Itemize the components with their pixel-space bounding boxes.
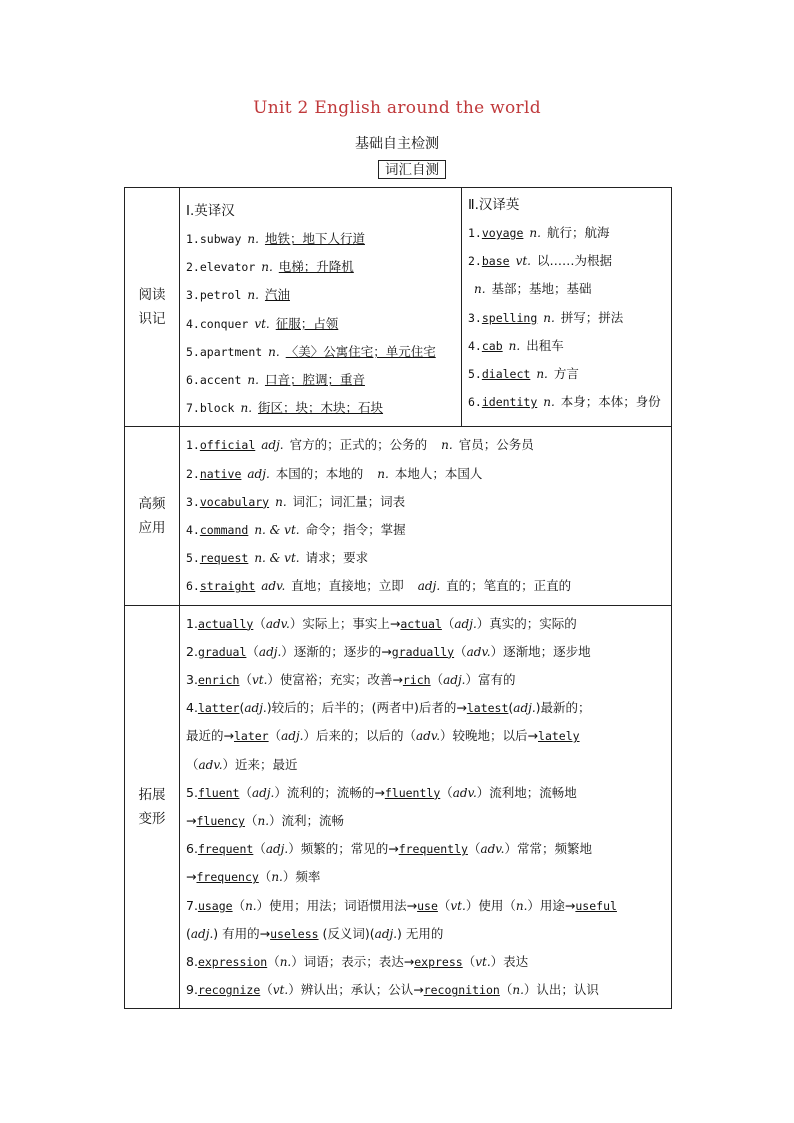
vocab-entry bbox=[468, 360, 667, 388]
extension-line bbox=[186, 920, 667, 948]
vocab-meaning: 电梯；升降机 bbox=[278, 259, 354, 275]
vocab-word: enrich bbox=[197, 673, 240, 688]
chinese-to-english-list bbox=[462, 188, 671, 420]
vocab-entry bbox=[468, 304, 667, 332]
part-of-speech: adj. bbox=[252, 785, 275, 800]
vocab-meaning: 拼写；拼法 bbox=[560, 309, 624, 325]
line-text: )较后的；后半的；(两者中)后者的→ bbox=[266, 700, 467, 716]
vocab-entry bbox=[186, 544, 667, 572]
line-text: ）流利地；流畅地 bbox=[476, 784, 577, 800]
line-text: ）使用（ bbox=[465, 897, 516, 913]
part-of-speech: vt. bbox=[252, 673, 268, 688]
line-text: （ bbox=[268, 728, 282, 744]
extension-line bbox=[186, 666, 667, 694]
line-text: ）常常；频繁地 bbox=[504, 841, 592, 857]
vocab-word: frequently bbox=[398, 842, 468, 857]
vocab-word: actual bbox=[400, 616, 442, 631]
entry-number: 2. bbox=[186, 466, 200, 481]
vocab-word: gradually bbox=[391, 644, 455, 659]
extension-line bbox=[186, 610, 667, 638]
part-of-speech: adj. bbox=[244, 701, 267, 716]
vocab-entry bbox=[186, 366, 457, 394]
line-text: ）频率 bbox=[282, 869, 321, 885]
line-text: ）实际上；事实上→ bbox=[289, 615, 401, 631]
part-of-speech: adj. bbox=[190, 926, 214, 941]
vocab-word: voyage bbox=[481, 226, 524, 240]
line-text: （ bbox=[253, 841, 266, 857]
part-of-speech: n. bbox=[240, 401, 253, 416]
vocab-meaning: 口音；腔调；重音 bbox=[264, 372, 365, 388]
vocab-word: straight bbox=[199, 579, 256, 594]
frequent-cell bbox=[180, 427, 672, 605]
vocab-meaning: 官员；公务员 bbox=[458, 437, 534, 453]
section-heading: 词汇自测 bbox=[378, 160, 446, 179]
extension-line bbox=[186, 694, 667, 722]
vocab-word: gradual bbox=[197, 644, 247, 659]
vocab-word: latest bbox=[466, 701, 509, 716]
vocab-word: fluency bbox=[196, 814, 245, 829]
vocab-meaning: 以……为根据 bbox=[536, 253, 612, 269]
part-of-speech: vt. bbox=[450, 898, 466, 913]
extension-line bbox=[186, 976, 667, 1004]
part-of-speech: adj. bbox=[261, 438, 284, 453]
part-of-speech: n. bbox=[257, 814, 270, 829]
line-text: )最新的； bbox=[535, 700, 591, 716]
category-label: 应用 bbox=[138, 520, 166, 537]
part-of-speech: n. bbox=[529, 226, 541, 240]
part-of-speech: adj. bbox=[417, 579, 441, 594]
part-of-speech: n. bbox=[245, 898, 257, 913]
vocab-entry bbox=[186, 572, 667, 600]
part-of-speech: n. & vt. bbox=[254, 551, 300, 566]
line-text: （ bbox=[441, 615, 455, 631]
vocab-entry bbox=[186, 310, 457, 338]
vocab-word: fluent bbox=[197, 785, 240, 800]
part-of-speech: adj. bbox=[281, 729, 304, 744]
vocab-word: elevator bbox=[199, 260, 256, 275]
column-heading: Ⅱ.汉译英 bbox=[468, 197, 520, 213]
line-text: （ bbox=[267, 954, 280, 970]
line-text: ）使富裕；充实；改善→ bbox=[267, 672, 403, 688]
entry-number: 5. bbox=[186, 344, 200, 359]
part-of-speech: adv. bbox=[452, 785, 477, 800]
part-of-speech: n. bbox=[377, 466, 389, 481]
part-of-speech: adj. bbox=[247, 466, 270, 481]
line-text: ）用途→ bbox=[527, 897, 576, 913]
line-text: 9. bbox=[186, 982, 198, 998]
extension-line bbox=[186, 779, 667, 807]
line-text: ）认出；认识 bbox=[523, 982, 599, 998]
entry-number: 6. bbox=[186, 373, 200, 388]
vocab-entry bbox=[186, 225, 457, 253]
extension-line bbox=[186, 807, 667, 835]
part-of-speech: vt. bbox=[254, 316, 270, 331]
line-text: （ bbox=[437, 897, 451, 913]
entry-number: 4. bbox=[186, 523, 200, 538]
english-to-chinese-cell bbox=[180, 188, 462, 427]
page-title: Unit 2 English around the world bbox=[253, 98, 541, 118]
part-of-speech: adj. bbox=[374, 926, 398, 941]
extension-line bbox=[186, 892, 667, 920]
vocab-meaning: 词汇；词汇量；词表 bbox=[292, 493, 406, 509]
vocab-meaning: 〈美〉公寓住宅；单元住宅 bbox=[285, 343, 436, 359]
line-text: ）词语；表示；表达→ bbox=[291, 954, 415, 970]
entry-number: 5. bbox=[186, 551, 200, 566]
extension-category bbox=[125, 605, 180, 1009]
vocab-word: fluently bbox=[384, 785, 441, 800]
line-text: 3. bbox=[186, 672, 198, 688]
part-of-speech: vt. bbox=[515, 254, 531, 269]
vocab-word: usage bbox=[197, 898, 233, 913]
line-text: ( bbox=[186, 925, 191, 941]
line-text: （ bbox=[239, 784, 252, 800]
vocab-word: identity bbox=[481, 395, 538, 410]
category-label: 高频 bbox=[138, 496, 166, 513]
vocab-word: frequency bbox=[196, 870, 259, 885]
line-text: 7. bbox=[186, 897, 198, 913]
entry-number: 2. bbox=[186, 260, 200, 275]
line-text: （ bbox=[454, 643, 467, 659]
category-label: 拓展 bbox=[138, 787, 166, 804]
part-of-speech: n. bbox=[543, 395, 555, 410]
entry-number: 7. bbox=[186, 401, 200, 416]
vocab-word: native bbox=[199, 466, 242, 481]
part-of-speech: n. bbox=[279, 955, 292, 970]
vocab-meaning: 本身；本体；身份 bbox=[560, 394, 661, 410]
frequent-list bbox=[180, 427, 671, 604]
line-text: 5. bbox=[186, 784, 198, 800]
part-of-speech: n. bbox=[247, 288, 259, 303]
vocab-word: recognize bbox=[197, 983, 261, 998]
vocab-word: latter bbox=[197, 701, 240, 716]
line-text: ）逐渐地；逐步地 bbox=[490, 643, 591, 659]
vocab-meaning: 直地；直接地；立即 bbox=[291, 578, 404, 594]
line-text: ）频繁的；常见的→ bbox=[288, 841, 399, 857]
line-text: ) 有用的→ bbox=[213, 925, 271, 941]
part-of-speech: n. bbox=[247, 373, 259, 388]
vocab-word: subway bbox=[199, 232, 242, 246]
vocab-meaning: 出租车 bbox=[526, 337, 564, 353]
vocab-word: use bbox=[417, 898, 438, 913]
vocab-entry bbox=[468, 332, 667, 360]
line-text: (反义词)( bbox=[318, 925, 375, 941]
part-of-speech: adj. bbox=[258, 644, 282, 659]
part-of-speech: adj. bbox=[265, 842, 289, 857]
extension-line bbox=[186, 948, 667, 976]
vocab-meaning: 街区；块；木块；石块 bbox=[258, 400, 384, 416]
vocab-entry bbox=[186, 338, 457, 366]
category-label: 阅读 bbox=[138, 287, 166, 304]
vocab-word: dialect bbox=[481, 367, 531, 382]
reading-row bbox=[125, 188, 672, 427]
entry-number: 1. bbox=[186, 232, 200, 246]
vocab-word: cab bbox=[481, 338, 503, 353]
vocab-meaning: 征服；占领 bbox=[275, 315, 339, 331]
line-text: 1. bbox=[186, 615, 198, 631]
line-text: ）使用；用法；词语惯用法→ bbox=[256, 897, 418, 913]
line-text: （ bbox=[253, 615, 266, 631]
line-text: ( bbox=[508, 700, 514, 716]
part-of-speech: adv. bbox=[261, 579, 286, 594]
vocab-meaning: 基部；基地；基础 bbox=[491, 281, 592, 297]
vocab-word: expression bbox=[197, 955, 268, 970]
vocab-entry bbox=[468, 219, 667, 247]
entry-number: 3. bbox=[468, 310, 482, 325]
frequent-row bbox=[125, 427, 672, 605]
english-to-chinese-list bbox=[180, 188, 461, 426]
vocab-word: rich bbox=[402, 673, 431, 688]
part-of-speech: adj. bbox=[513, 701, 536, 716]
part-of-speech: adj. bbox=[443, 673, 466, 688]
category-label: 识记 bbox=[138, 311, 166, 328]
line-text: → bbox=[186, 869, 197, 885]
vocab-meaning: 官方的；正式的；公务的 bbox=[289, 437, 428, 453]
vocab-meaning: 直的；笔直的；正直的 bbox=[446, 578, 572, 594]
vocab-entry bbox=[186, 488, 667, 516]
part-of-speech: adv. bbox=[265, 616, 290, 631]
part-of-speech: adj. bbox=[454, 616, 477, 631]
line-text: 4. bbox=[186, 700, 198, 716]
extension-list bbox=[180, 606, 671, 1009]
vocab-entry bbox=[468, 388, 667, 416]
line-text: ）较晚地；以后→ bbox=[440, 728, 539, 744]
vocab-word: lately bbox=[538, 729, 580, 744]
vocab-word: recognition bbox=[423, 983, 500, 998]
line-text: ）表达 bbox=[490, 954, 529, 970]
line-text: （ bbox=[462, 954, 476, 970]
vocab-meaning: 本国的；本地的 bbox=[275, 465, 364, 481]
extension-cell bbox=[180, 605, 672, 1009]
part-of-speech: n. bbox=[441, 438, 453, 453]
line-text: ）后来的；以后的（ bbox=[303, 728, 417, 744]
chinese-to-english-cell bbox=[462, 188, 672, 427]
line-text: （ bbox=[244, 813, 258, 829]
vocab-word: block bbox=[199, 401, 235, 416]
part-of-speech: vt. bbox=[475, 955, 491, 970]
extension-row bbox=[125, 605, 672, 1009]
part-of-speech: n. bbox=[275, 494, 287, 509]
vocab-entry bbox=[186, 281, 457, 309]
vocab-entry bbox=[186, 394, 457, 422]
part-of-speech: n. bbox=[268, 344, 280, 359]
extension-line bbox=[186, 638, 667, 666]
line-text: → bbox=[186, 813, 197, 829]
vocab-word: useless bbox=[270, 926, 319, 941]
part-of-speech: adv. bbox=[416, 729, 441, 744]
vocab-word: actually bbox=[197, 616, 254, 631]
part-of-speech: n. bbox=[247, 232, 259, 246]
line-text: （ bbox=[499, 982, 513, 998]
extension-line bbox=[186, 751, 667, 779]
frequent-category bbox=[125, 427, 180, 605]
line-text: ）近来；最近 bbox=[222, 756, 298, 772]
line-text: 2. bbox=[186, 643, 198, 659]
extension-line bbox=[186, 863, 667, 891]
vocab-word: vocabulary bbox=[199, 494, 270, 509]
part-of-speech: n. bbox=[515, 898, 528, 913]
vocab-word: petrol bbox=[199, 288, 242, 303]
vocab-meaning: 方言 bbox=[553, 366, 579, 382]
extension-line bbox=[186, 722, 667, 750]
part-of-speech: n. bbox=[508, 338, 521, 353]
vocab-entry bbox=[186, 460, 667, 488]
vocab-word: conquer bbox=[199, 316, 249, 331]
part-of-speech: n. bbox=[543, 310, 555, 325]
line-text: （ bbox=[239, 672, 252, 688]
vocabulary-table bbox=[124, 187, 672, 1009]
part-of-speech: adv. bbox=[198, 757, 223, 772]
line-text: （ bbox=[186, 756, 199, 772]
part-of-speech: n. bbox=[536, 367, 548, 382]
line-text: （ bbox=[430, 672, 444, 688]
reading-category bbox=[125, 188, 180, 427]
line-text: ）辨认出；承认；公认→ bbox=[288, 982, 424, 998]
line-text: 8. bbox=[186, 954, 198, 970]
line-text: ( bbox=[239, 700, 245, 716]
vocab-word: useful bbox=[575, 898, 617, 913]
part-of-speech: n. bbox=[271, 870, 283, 885]
line-text: （ bbox=[467, 841, 481, 857]
vocab-entry bbox=[186, 253, 457, 281]
category-label: 变形 bbox=[138, 811, 166, 828]
column-heading: Ⅰ.英译汉 bbox=[186, 203, 235, 219]
vocab-word: frequent bbox=[197, 842, 254, 857]
entry-number: 4. bbox=[186, 316, 200, 331]
line-text: ）流利的；流畅的→ bbox=[274, 784, 385, 800]
vocab-word: spelling bbox=[481, 310, 538, 325]
vocab-meaning: 地铁；地下人行道 bbox=[264, 231, 365, 246]
vocab-entry bbox=[468, 247, 667, 275]
line-text: ) 无用的 bbox=[397, 925, 444, 941]
line-text: （ bbox=[246, 643, 259, 659]
page-subtitle: 基础自主检测 bbox=[355, 136, 439, 152]
line-text: （ bbox=[440, 784, 453, 800]
vocab-word: apartment bbox=[199, 344, 263, 359]
line-text: ）富有的 bbox=[465, 672, 516, 688]
vocab-meaning: 本地人；本国人 bbox=[394, 465, 483, 481]
line-text: ）真实的；实际的 bbox=[476, 615, 577, 631]
part-of-speech: adv. bbox=[480, 842, 505, 857]
entry-number: 4. bbox=[468, 338, 482, 353]
part-of-speech: n. bbox=[261, 260, 273, 275]
part-of-speech: n. & vt. bbox=[254, 523, 300, 538]
part-of-speech: adv. bbox=[466, 644, 491, 659]
entry-number: 1. bbox=[186, 438, 200, 453]
vocab-meaning: 汽油 bbox=[264, 287, 290, 303]
entry-number: 3. bbox=[186, 288, 200, 303]
vocab-entry bbox=[468, 275, 667, 303]
vocab-meaning: 请求；要求 bbox=[305, 550, 369, 566]
vocab-word: official bbox=[199, 438, 256, 453]
part-of-speech: n. bbox=[512, 983, 524, 998]
vocab-word: command bbox=[199, 523, 249, 538]
vocab-entry bbox=[186, 516, 667, 544]
line-text: （ bbox=[258, 869, 272, 885]
vocab-entry bbox=[186, 431, 667, 459]
vocab-word: request bbox=[199, 551, 249, 566]
entry-number: 6. bbox=[186, 579, 200, 594]
vocab-word: express bbox=[414, 955, 463, 970]
vocab-meaning: 命令；指令；掌握 bbox=[305, 522, 406, 538]
vocab-meaning: 航行；航海 bbox=[546, 225, 610, 240]
entry-number: 3. bbox=[186, 494, 200, 509]
line-text: ）逐渐的；逐步的→ bbox=[281, 643, 392, 659]
entry-number: 1. bbox=[468, 226, 482, 240]
line-text: ）流利；流畅 bbox=[269, 813, 345, 829]
part-of-speech: vt. bbox=[272, 983, 289, 998]
line-text: （ bbox=[232, 897, 246, 913]
vocab-word: later bbox=[233, 729, 269, 744]
part-of-speech: n. bbox=[474, 282, 486, 297]
line-text: （ bbox=[260, 982, 273, 998]
vocab-word: accent bbox=[199, 373, 242, 388]
line-text: 最近的→ bbox=[186, 728, 234, 744]
entry-number: 5. bbox=[468, 367, 482, 382]
line-text: 6. bbox=[186, 841, 198, 857]
entry-number: 6. bbox=[468, 395, 482, 410]
vocab-word: base bbox=[481, 254, 510, 269]
extension-line bbox=[186, 835, 667, 863]
entry-number: 2. bbox=[468, 254, 482, 269]
